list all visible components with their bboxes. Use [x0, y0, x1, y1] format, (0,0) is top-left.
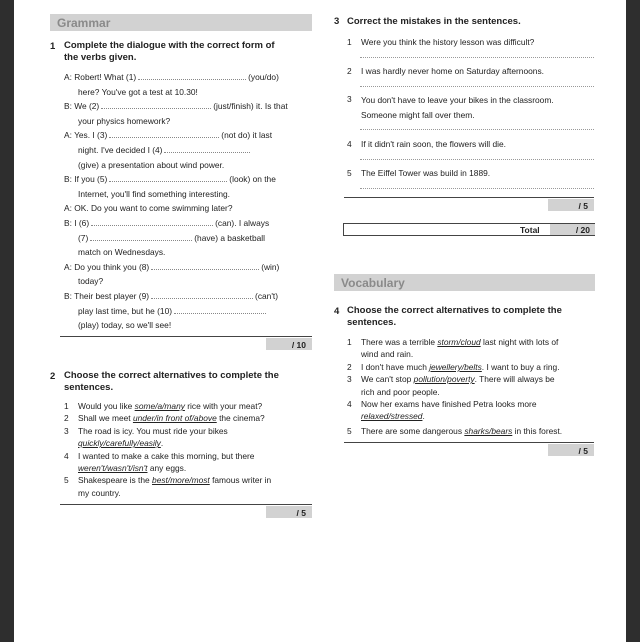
blank-8[interactable] [151, 260, 259, 270]
item-number: 5 [347, 425, 352, 436]
dialogue-text: B: We (2) [64, 101, 100, 112]
dialogue-text: (7) [78, 232, 89, 243]
item-text: You don't have to leave your bikes in the classroom. [361, 95, 554, 105]
dialogue-line [64, 231, 316, 246]
vocabulary-header-text: Vocabulary [341, 276, 405, 290]
q3-answer-line-2[interactable] [360, 86, 594, 87]
verb-hint: (have) a basketball [194, 232, 266, 243]
item-text: Shall we meet [78, 413, 133, 424]
item-number: 3 [64, 425, 69, 436]
item-number: 2 [64, 413, 69, 424]
item-text: my country. [78, 487, 121, 498]
alternatives[interactable]: quickly/carefully/easily [78, 438, 161, 449]
item-number: 1 [347, 337, 352, 347]
vocabulary-header [334, 274, 595, 291]
verb-hint: (can't) [255, 290, 279, 301]
worksheet-page [14, 0, 626, 642]
q3-number: 3 [334, 16, 340, 27]
item-text: . [160, 438, 164, 449]
q2-list [64, 400, 314, 499]
blank-4[interactable] [164, 143, 250, 153]
dialogue-line: your physics homework? [78, 115, 171, 126]
dialogue-text: B: Their best player (9) [64, 290, 150, 301]
q3-answer-line-4[interactable] [360, 159, 594, 160]
blank-5[interactable] [109, 172, 227, 182]
dialogue-line: match on Wednesdays. [78, 247, 166, 258]
q3-item [347, 138, 597, 150]
item-text: last night with lots of [480, 337, 559, 347]
grammar-header [50, 14, 312, 31]
q3-divider [344, 197, 594, 198]
dialogue-line: here? You've got a test at 10.30! [78, 86, 198, 97]
item-text: There are some dangerous [361, 425, 465, 436]
item-number: 3 [347, 374, 352, 385]
q3-title: Correct the mistakes in the sentences. [347, 16, 521, 27]
item-text: Someone might fall over them. [361, 110, 475, 120]
alternatives[interactable]: best/more/most [152, 475, 210, 486]
item-text: Would you like [78, 401, 135, 411]
item-text: Shakespeare is the [78, 475, 153, 486]
q4-title [347, 305, 599, 329]
item-text: The Eiffel Tower was build in 1889. [361, 168, 491, 178]
item-text: I don't have much [361, 361, 430, 372]
verb-hint: (look) on the [229, 174, 276, 185]
blank-1[interactable] [138, 70, 246, 80]
q1-score-box [266, 338, 312, 350]
q2-item [64, 450, 314, 475]
q3-answer-line-1[interactable] [360, 57, 594, 58]
item-text: in this forest. [512, 425, 563, 436]
q2-score: / 5 [296, 508, 306, 518]
item-text: Now her exams have finished Petra looks more [361, 399, 537, 410]
dialogue-text: B: I (6) [64, 217, 90, 228]
total-score: / 20 [575, 225, 590, 235]
q4-list [347, 336, 599, 437]
item-text: any eggs. [147, 463, 187, 474]
item-text: rice with your meat? [184, 401, 263, 411]
item-text: . I want to buy a ring. [481, 361, 560, 372]
item-text: We can't stop [361, 374, 414, 385]
q3-item [347, 36, 597, 48]
grammar-header-text: Grammar [57, 16, 111, 30]
item-text: I wanted to make a cake this morning, but there [78, 450, 255, 461]
q1-title-line2: the verbs given. [64, 52, 137, 63]
alternatives[interactable]: some/a/many [134, 401, 185, 411]
q2-item [64, 425, 314, 450]
q4-item [347, 398, 599, 423]
item-number: 2 [347, 66, 352, 76]
blank-7[interactable] [90, 231, 192, 241]
q4-item [347, 425, 599, 437]
item-number: 1 [347, 37, 352, 47]
alternatives[interactable]: weren't/wasn't/isn't [78, 463, 148, 474]
q4-score-box [548, 444, 594, 456]
item-number: 1 [64, 401, 69, 411]
q1-divider [60, 336, 312, 337]
dialogue-line [64, 289, 316, 304]
dialogue-text: A: Do you think you (8) [64, 261, 150, 272]
q2-title-line1: Choose the correct alternatives to complete the [64, 370, 279, 381]
q4-item [347, 336, 599, 361]
q1-score: / 10 [291, 340, 306, 350]
q3-answer-line-3[interactable] [360, 129, 594, 130]
item-text: famous writer in [209, 475, 272, 486]
item-number: 4 [347, 399, 352, 410]
item-text: Were you think the history lesson was difficult? [361, 37, 535, 47]
item-number: 5 [64, 475, 69, 486]
alternatives[interactable]: under/in front of/above [132, 413, 217, 424]
q1-number: 1 [50, 41, 56, 52]
verb-hint: (win) [261, 261, 280, 272]
dialogue-text: B: If you (5) [64, 174, 108, 185]
item-text: The road is icy. You must ride your bikes [78, 425, 228, 436]
q3-score-box [548, 199, 594, 211]
item-text: . [422, 411, 425, 422]
item-number: 3 [347, 94, 352, 104]
item-number: 4 [64, 450, 69, 461]
dialogue-line [64, 70, 316, 85]
dialogue-line: A: OK. Do you want to come swimming later? [64, 203, 233, 214]
q3-item [347, 65, 597, 77]
q3-score: / 5 [578, 201, 588, 211]
verb-hint: (not do) it last [221, 130, 273, 141]
alternatives[interactable]: jewellery/belts [429, 361, 482, 372]
q2-item [64, 400, 314, 412]
dialogue-line [64, 260, 316, 275]
q3-item [347, 167, 597, 179]
dialogue-line: today? [78, 276, 104, 287]
item-number: 4 [347, 139, 352, 149]
q4-title-line1: Choose the correct alternatives to complete the [347, 305, 562, 316]
dialogue-text: A: Robert! What (1) [64, 72, 137, 82]
dialogue-line [64, 304, 316, 319]
blank-10[interactable] [174, 304, 266, 314]
q4-score: / 5 [578, 446, 588, 456]
q2-divider [60, 504, 312, 505]
q4-item [347, 361, 599, 373]
q1-dialogue [64, 70, 316, 333]
item-text: . There will always be [474, 374, 555, 385]
alternatives[interactable]: storm/cloud [437, 337, 481, 347]
verb-hint: (you/do) [248, 72, 279, 82]
item-text: If it didn't rain soon, the flowers will die. [361, 139, 506, 149]
alternatives[interactable]: sharks/bears [464, 425, 513, 436]
verb-hint: (just/finish) it. Is that [213, 101, 288, 112]
q4-title-line2: sentences. [347, 317, 397, 328]
dialogue-line [64, 216, 316, 231]
dialogue-line [64, 128, 316, 143]
q4-divider [344, 442, 594, 443]
q2-title [64, 370, 314, 394]
q4-number: 4 [334, 306, 340, 317]
dialogue-line: (play) today, so we'll see! [78, 320, 172, 331]
item-text: rich and poor people. [361, 386, 440, 397]
dialogue-line: Internet, you'll find something interesting. [78, 188, 230, 199]
item-number: 5 [347, 168, 352, 178]
dialogue-text: A: Yes. I (3) [64, 130, 108, 141]
blank-2[interactable] [101, 99, 211, 109]
verb-hint: (can). I always [215, 217, 270, 228]
q1-title-line1: Complete the dialogue with the correct form of [64, 40, 275, 51]
dialogue-line [64, 172, 316, 187]
dialogue-line [64, 143, 316, 158]
alternatives[interactable]: pollution/poverty [413, 374, 475, 385]
item-text: wind and rain. [361, 349, 414, 360]
q2-item [64, 474, 314, 499]
q2-title-line2: sentences. [64, 382, 114, 393]
q2-number: 2 [50, 371, 56, 382]
item-text: There was a terrible [361, 337, 438, 347]
total-score-box [550, 224, 595, 235]
dialogue-line [64, 99, 316, 114]
q1-title [64, 40, 314, 64]
item-text: I was hardly never home on Saturday afternoons. [361, 66, 544, 76]
total-box [343, 223, 595, 236]
total-label: Total [520, 225, 540, 235]
q3-item [347, 93, 597, 123]
item-text: the cinema? [216, 413, 265, 424]
alternatives[interactable]: relaxed/stressed [361, 411, 423, 422]
q3-answer-line-5[interactable] [360, 188, 594, 189]
blank-9[interactable] [151, 289, 253, 299]
q4-item [347, 373, 599, 398]
dialogue-line: (give) a presentation about wind power. [78, 159, 225, 170]
q2-score-box [266, 506, 312, 518]
item-number: 2 [347, 361, 352, 372]
blank-6[interactable] [91, 216, 213, 226]
blank-3[interactable] [109, 128, 219, 138]
q2-item [64, 412, 314, 424]
dialogue-text: play last time, but he (10) [78, 305, 173, 316]
dialogue-text: night. I've decided I (4) [78, 144, 163, 155]
